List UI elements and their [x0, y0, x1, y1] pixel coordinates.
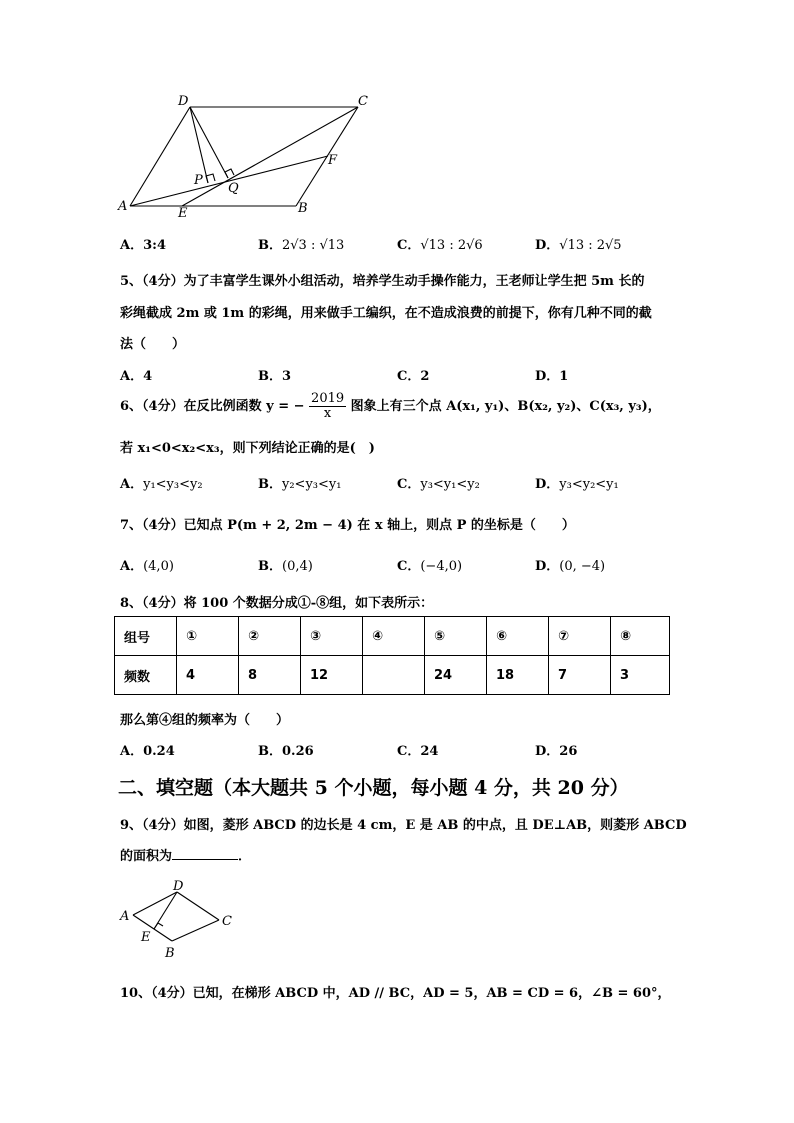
q8-option-c [397, 740, 438, 759]
q4-option-b [258, 234, 344, 253]
q7-option-d [535, 555, 605, 574]
option-text: 3:4 [143, 238, 166, 253]
option-letter: A． [120, 559, 144, 574]
table-cell: 频数 [115, 656, 177, 695]
option-letter: C． [397, 369, 421, 384]
q8-option-a [120, 740, 175, 759]
label-B: B [298, 201, 308, 216]
table-cell: ⑤ [425, 617, 487, 656]
q6-option-d [535, 473, 619, 492]
option-letter: C． [397, 559, 421, 574]
q4-option-a [120, 234, 166, 253]
q6-line2: 若 x₁<0<x₂<x₃，则下列结论正确的是( ) [120, 441, 375, 456]
label-P: P [194, 173, 203, 188]
option-text: y₃<y₂<y₁ [559, 477, 619, 492]
fraction-numerator: 2019 [311, 391, 345, 406]
option-letter: B． [258, 477, 282, 492]
label-D: D [178, 94, 189, 109]
q6-option-b [258, 473, 341, 492]
label-A: A [118, 199, 128, 214]
option-letter: A． [120, 477, 144, 492]
fraction-denominator: x [323, 406, 332, 421]
option-letter: D． [535, 559, 560, 574]
q8-question: 那么第④组的频率为（ ） [120, 713, 290, 728]
q7-text: 7、（4分）已知点 P(m + 2, 2m − 4) 在 x 轴上，则点 P 的坐标是（ ） [120, 518, 575, 533]
q6-prefix: 6、（4分）在反比例函数 y = − [120, 399, 305, 414]
table-cell: 7 [549, 656, 611, 695]
q6-option-a [120, 473, 203, 492]
option-text: (4,0) [143, 559, 174, 574]
label-F: F [328, 153, 338, 168]
label-B: B [165, 946, 175, 961]
option-letter: A． [120, 369, 144, 384]
frequency-table [114, 616, 670, 695]
q9-line2 [120, 845, 251, 864]
option-text: 4 [143, 369, 153, 384]
q10-text: 10、（4分）已知，在梯形 ABCD 中，AD // BC，AD = 5，AB = CD = 6，∠B = 60°， [120, 986, 671, 1001]
table-cell: ⑥ [487, 617, 549, 656]
q4-option-d [535, 234, 622, 253]
q9-line2-text: 的面积为 [120, 849, 173, 864]
option-letter: B． [258, 559, 282, 574]
table-cell: ⑦ [549, 617, 611, 656]
table-header-row [115, 617, 670, 656]
option-letter: B． [258, 369, 282, 384]
q7-option-b [258, 555, 313, 574]
option-letter: B． [258, 744, 282, 759]
option-text: √13 : 2√6 [420, 238, 483, 253]
option-text: 3 [282, 369, 292, 384]
table-cell: ① [177, 617, 239, 656]
right-angle-Q [225, 169, 234, 178]
option-text: 26 [559, 744, 578, 759]
option-letter: D． [535, 477, 560, 492]
q6-option-c [397, 473, 480, 492]
option-letter: C． [397, 744, 421, 759]
label-Q: Q [228, 181, 239, 196]
label-E: E [141, 930, 151, 945]
option-text: 1 [559, 369, 569, 384]
q6-fraction [309, 392, 346, 421]
q5-line2: 彩绳截成 2m 或 1m 的彩绳，用来做手工编织，在不造成浪费的前提下，你有几种不同的截 [120, 306, 652, 321]
table-cell: 18 [487, 656, 549, 695]
q5-line3: 法（ ） [120, 337, 186, 352]
table-cell: 组号 [115, 617, 177, 656]
table-cell: 8 [239, 656, 301, 695]
q6-suffix: 图象上有三个点 A(x₁, y₁)、B(x₂, y₂)、C(x₃, y₃)， [350, 399, 661, 414]
table-cell: ③ [301, 617, 363, 656]
q9-line1: 9、（4分）如图，菱形 ABCD 的边长是 4 cm，E 是 AB 的中点，且 DE⊥AB，则菱形 ABCD [120, 818, 687, 833]
table-cell: 12 [301, 656, 363, 695]
table-cell: 24 [425, 656, 487, 695]
q8-text: 8、（4分）将 100 个数据分成①-⑧组，如下表所示： [120, 596, 434, 611]
q5-option-c [397, 365, 429, 384]
option-text: 24 [420, 744, 439, 759]
q5-line1: 5、（4分）为了丰富学生课外小组活动，培养学生动手操作能力，王老师让学生把 5m 长的 [120, 274, 645, 289]
q8-option-b [258, 740, 314, 759]
option-letter: D． [535, 369, 560, 384]
label-E: E [178, 206, 188, 220]
q5-option-d [535, 365, 568, 384]
table-cell [363, 656, 425, 695]
right-angle-E [154, 923, 163, 929]
q6-line1 [120, 392, 661, 421]
option-text: 2√3 : √13 [282, 238, 345, 253]
seg-DA [130, 107, 190, 206]
option-letter: D． [535, 744, 560, 759]
option-text: 0.26 [282, 744, 314, 759]
option-text: (−4,0) [420, 559, 463, 574]
table-row [115, 656, 670, 695]
label-C: C [358, 94, 368, 109]
q9-line2-end: ． [238, 849, 252, 864]
table-cell: ② [239, 617, 301, 656]
option-text: √13 : 2√5 [559, 238, 622, 253]
table-cell: ④ [363, 617, 425, 656]
option-text: (0,4) [282, 559, 313, 574]
q5-option-b [258, 365, 291, 384]
q5-option-a [120, 365, 152, 384]
answer-blank[interactable] [172, 847, 238, 860]
option-letter: A． [120, 238, 144, 253]
q4-option-c [397, 234, 483, 253]
q9-figure [115, 878, 245, 963]
seg-DC [177, 892, 219, 920]
option-letter: D． [535, 238, 560, 253]
option-text: 0.24 [143, 744, 175, 759]
label-C: C [222, 914, 232, 929]
option-letter: B． [258, 238, 282, 253]
option-text: y₁<y₃<y₂ [143, 477, 203, 492]
seg-CB [172, 920, 219, 941]
seg-BA [133, 915, 172, 941]
seg-DP [190, 107, 208, 183]
q7-option-c [397, 555, 462, 574]
q8-option-d [535, 740, 577, 759]
option-letter: A． [120, 744, 144, 759]
table-cell: 4 [177, 656, 239, 695]
table-cell: 3 [611, 656, 670, 695]
section-heading: 二、填空题（本大题共 5 个小题，每小题 4 分，共 20 分） [118, 777, 629, 799]
option-text: 2 [420, 369, 430, 384]
seg-DQ [190, 107, 228, 178]
label-D: D [173, 879, 184, 894]
q4-figure [110, 90, 380, 220]
option-text: y₂<y₃<y₁ [282, 477, 342, 492]
q7-option-a [120, 555, 174, 574]
option-text: (0, −4) [559, 559, 606, 574]
label-A: A [120, 909, 130, 924]
option-letter: C． [397, 238, 421, 253]
option-text: y₃<y₁<y₂ [420, 477, 480, 492]
table-cell: ⑧ [611, 617, 670, 656]
option-letter: C． [397, 477, 421, 492]
